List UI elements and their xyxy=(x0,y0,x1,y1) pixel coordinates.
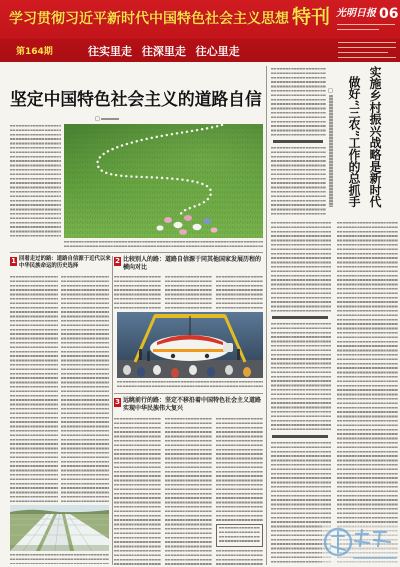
side-byline-mark: □ xyxy=(328,88,333,94)
body-text-column xyxy=(216,418,263,521)
side-subheading xyxy=(273,140,323,143)
side-headline-line-1: 实施乡村振兴战略是新时代 xyxy=(368,66,382,208)
issue-number: 第164期 xyxy=(16,47,53,57)
body-text-column xyxy=(271,147,326,216)
body-text-column xyxy=(10,276,58,502)
section-heading-3: 远眺前行的路：坚定不移沿着中国特色社会主义道路实现中华民族伟大复兴 xyxy=(123,397,262,412)
body-text-column xyxy=(271,68,326,136)
masthead-date-line xyxy=(337,24,395,25)
section-number-3: 3 xyxy=(115,398,120,406)
main-byline xyxy=(101,118,119,120)
watermark-logo xyxy=(322,524,398,564)
special-issue-slogan: 往实里走 往深里走 往心里走 xyxy=(88,45,240,58)
section-divider xyxy=(114,393,263,394)
side-subheading xyxy=(272,316,328,319)
masthead-editor-line xyxy=(338,57,396,58)
main-byline-mark: □ xyxy=(95,116,100,122)
column-divider xyxy=(112,256,113,565)
newspaper-name: 光明日报 xyxy=(336,8,376,19)
article-divider xyxy=(266,66,267,565)
section-heading-2: 比较别人的路：道路自信源于同其他国家发展历程的横向对比 xyxy=(123,256,262,271)
photo-greenhouse xyxy=(10,505,109,551)
side-subheading xyxy=(272,435,328,438)
section-number-1: 1 xyxy=(11,257,16,265)
body-text-column xyxy=(271,222,331,312)
special-issue-label: 特刊 xyxy=(292,6,331,28)
section-heading-1: 回看走过的路：道路自信源于近代以来中华民族命运的历史选择 xyxy=(19,256,111,269)
side-headline-line-2: 做好“三农”工作的总抓手 xyxy=(347,76,361,208)
body-text-column xyxy=(114,276,161,309)
body-text-column xyxy=(114,418,161,565)
body-text-column xyxy=(271,323,331,430)
body-text-column xyxy=(10,125,61,237)
side-byline xyxy=(329,95,333,207)
section-divider xyxy=(10,252,263,253)
page-number: 06 xyxy=(379,6,399,22)
body-text-column xyxy=(165,418,212,565)
author-info-text xyxy=(219,527,260,544)
body-text-column xyxy=(165,276,212,309)
body-text-column xyxy=(337,222,398,565)
body-text-column xyxy=(61,276,109,502)
body-text-column xyxy=(216,550,263,565)
body-text-column xyxy=(216,276,263,309)
special-issue-title: 学习贯彻习近平新时代中国特色社会主义思想 xyxy=(9,11,289,27)
photo-field-procession xyxy=(64,124,263,238)
masthead-editor-line xyxy=(338,52,388,53)
photo-caption xyxy=(10,554,109,564)
photo-submersible xyxy=(117,312,263,378)
main-headline: 坚定中国特色社会主义的道路自信 xyxy=(10,89,262,109)
masthead-editor-line xyxy=(338,42,396,43)
masthead-editor-line xyxy=(338,47,396,48)
photo-caption xyxy=(64,241,263,249)
photo-caption xyxy=(117,381,263,389)
masthead-date-line xyxy=(337,29,379,30)
section-number-2: 2 xyxy=(115,257,120,265)
